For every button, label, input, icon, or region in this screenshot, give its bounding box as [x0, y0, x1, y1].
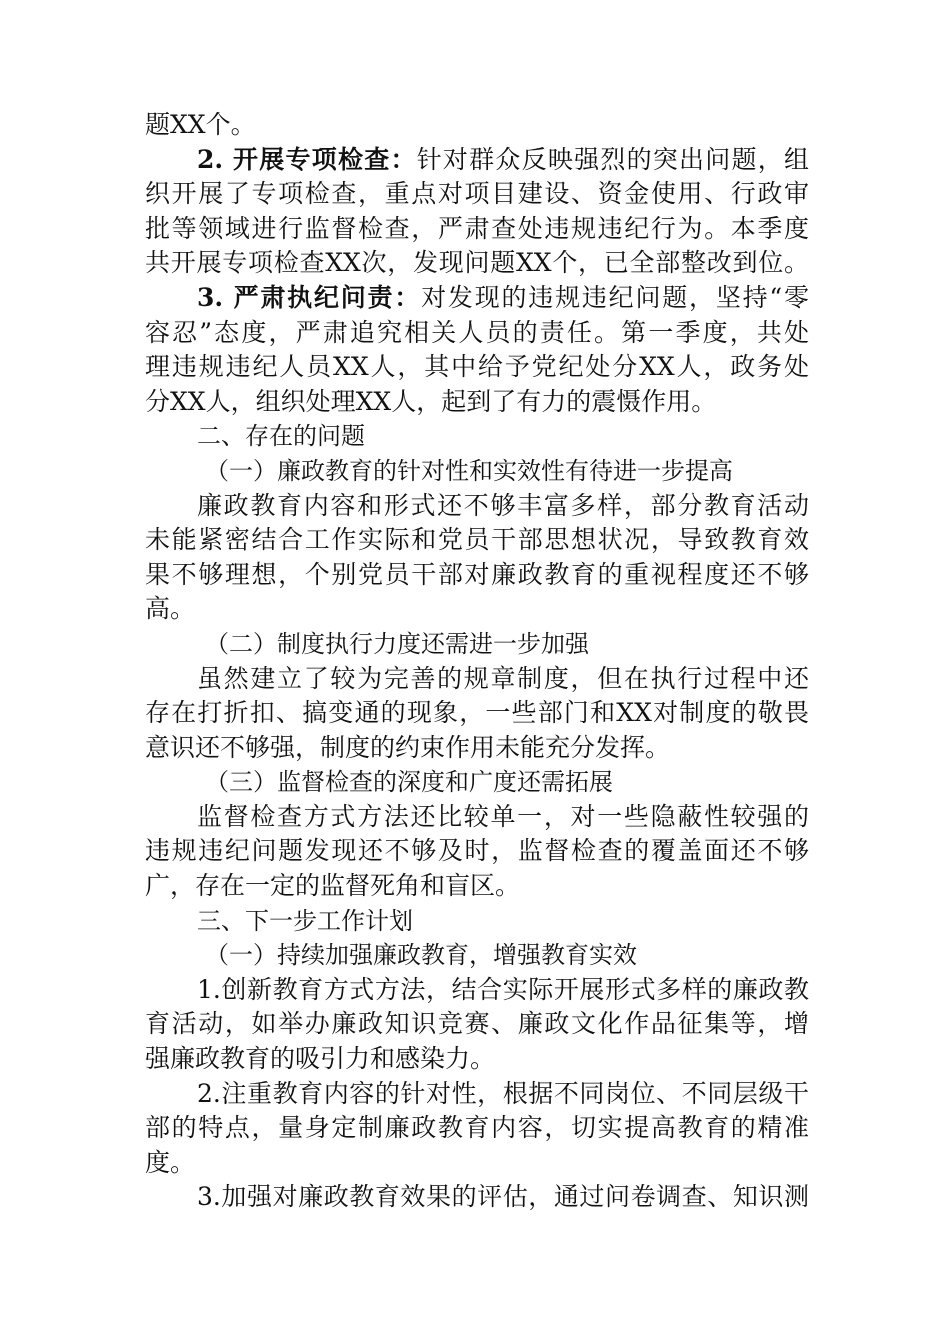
paragraph-line: 2.注重教育内容的针对性，根据不同岗位、不同层级干 [197, 1078, 809, 1108]
paragraph-line: 虽然建立了较为完善的规章制度，但在执行过程中还 [197, 663, 809, 693]
subsection-title: （三）监督检查的深度和广度还需拓展 [205, 768, 613, 797]
paragraph-line: 度。 [145, 1147, 196, 1177]
paragraph-line: 3.加强对廉政教育效果的评估，通过问卷调查、知识测 [197, 1182, 809, 1212]
paragraph-line: 容忍”态度，严肃追究相关人员的责任。第一季度，共处 [145, 317, 809, 347]
paragraph-line: 题XX个。 [145, 110, 256, 139]
paragraph-line: 强廉政教育的吸引力和感染力。 [145, 1044, 496, 1074]
paragraph-line: 织开展了专项检查，重点对项目建设、资金使用、行政审 [145, 179, 809, 209]
paragraph-text: 针对群众反映强烈的突出问题，组 [416, 144, 809, 174]
document-page [145, 108, 809, 1215]
paragraph-line: 违规违纪问题发现还不够及时，监督检查的覆盖面还不够 [145, 836, 809, 866]
section-heading: 三、下一步工作计划 [197, 906, 413, 935]
paragraph-line: 存在打折扣、搞变通的现象，一些部门和XX对制度的敬畏 [145, 698, 809, 728]
paragraph-line: 未能紧密结合工作实际和党员干部思想状况，导致教育效 [145, 525, 809, 555]
paragraph-line: 高。 [145, 594, 196, 624]
paragraph-line: 廉政教育内容和形式还不够丰富多样，部分教育活动 [197, 490, 809, 520]
subsection-title: （二）制度执行力度还需进一步加强 [205, 629, 589, 658]
subsection-title: （一）廉政教育的针对性和实效性有待进一步提高 [205, 456, 733, 485]
paragraph-text: 对发现的违规违纪问题，坚持“零 [421, 282, 809, 312]
paragraph-line: 监督检查方式方法还比较单一，对一些隐蔽性较强的 [197, 801, 809, 831]
inline-heading: 3. 严肃执纪问责： [197, 282, 422, 312]
paragraph-line: 果不够理想，个别党员干部对廉政教育的重视程度还不够 [145, 559, 809, 589]
inline-heading: 2. 开展专项检查： [197, 144, 417, 174]
paragraph-line: 育活动，如举办廉政知识竞赛、廉政文化作品征集等，增 [145, 1009, 809, 1039]
paragraph-line: 部的特点，量身定制廉政教育内容，切实提高教育的精准 [145, 1113, 809, 1143]
paragraph-line [145, 143, 809, 178]
subsection-title: （一）持续加强廉政教育，增强教育实效 [205, 941, 637, 970]
paragraph-line: 广，存在一定的监督死角和盲区。 [145, 871, 521, 901]
paragraph-line: 理违规违纪人员XX人，其中给予党纪处分XX人，政务处 [145, 352, 809, 382]
paragraph-line: 意识还不够强，制度的约束作用未能充分发挥。 [145, 732, 671, 762]
paragraph-line: 共开展专项检查XX次，发现问题XX个，已全部整改到位。 [145, 248, 809, 278]
paragraph-line: 分XX人，组织处理XX人，起到了有力的震慑作用。 [145, 386, 717, 416]
paragraph-line: 1.创新教育方式方法，结合实际开展形式多样的廉政教 [197, 974, 809, 1004]
paragraph-line: 批等领域进行监督检查，严肃查处违规违纪行为。本季度 [145, 213, 809, 243]
section-heading: 二、存在的问题 [197, 422, 365, 451]
paragraph-line [145, 281, 809, 316]
